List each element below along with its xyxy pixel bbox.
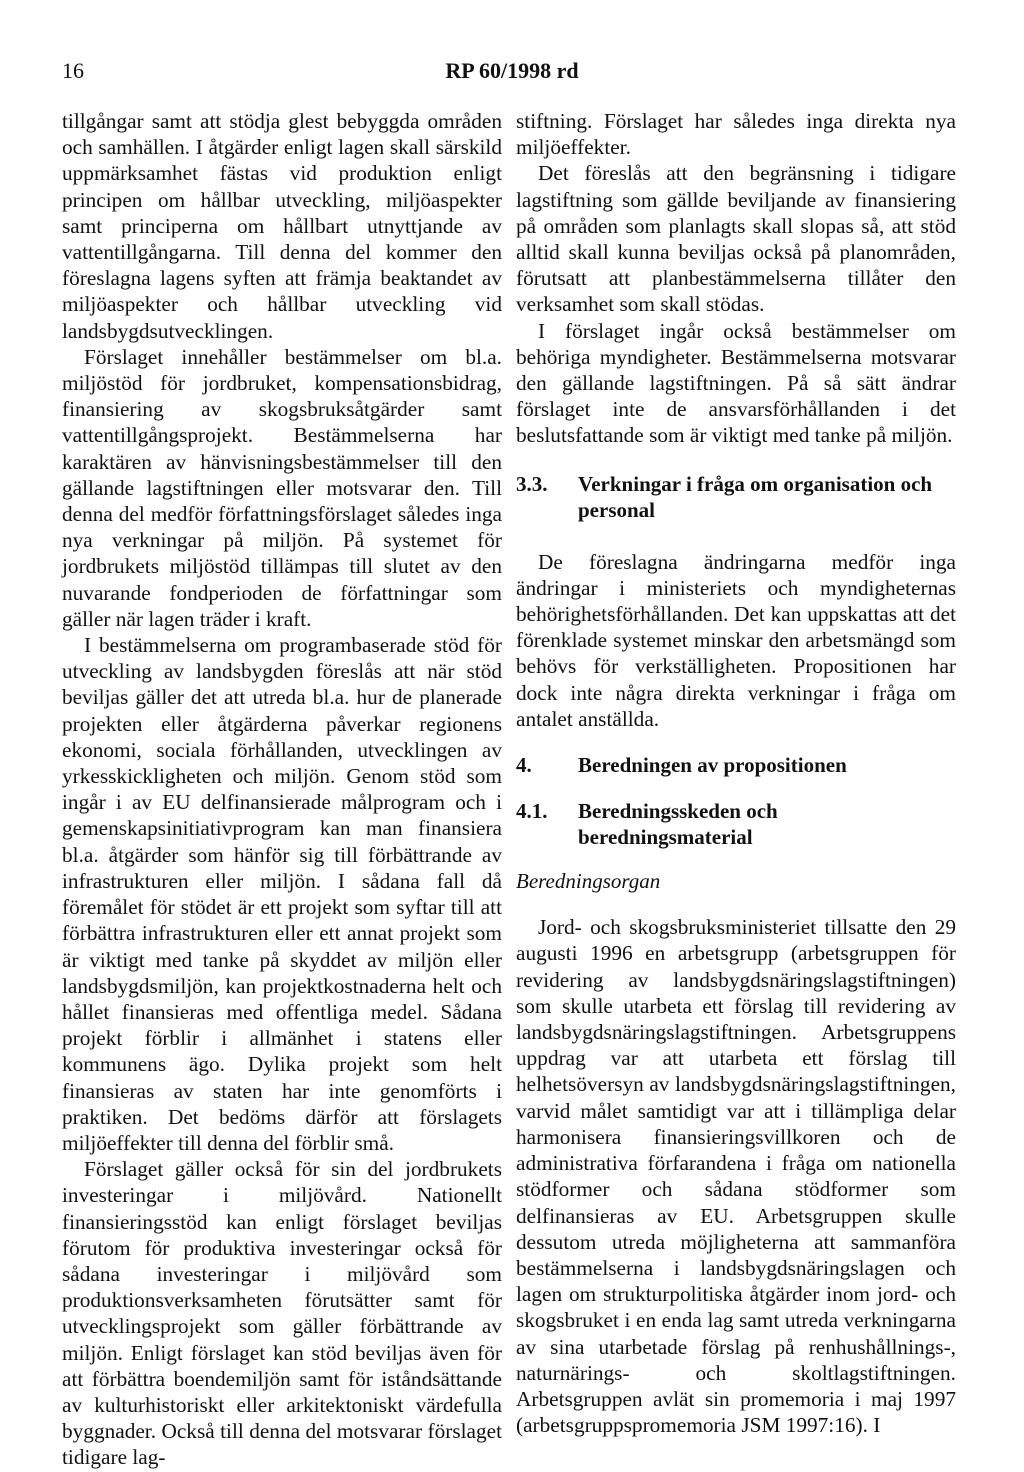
left-column (62, 108, 502, 1471)
paragraph: Förslaget gäller också för sin del jordbrukets investeringar i miljövård. Nationellt finansieringsstöd kan enligt förslaget beviljas förutom för produktiva investeringar också för sådana investeringar i miljövård som produktionsverksamheten förutsätter samt för utvecklingsprojekt som gäller förbättrande av miljön. Enligt förslaget kan stöd beviljas även för att förbättra boendemiljön samt för iståndsättande av kulturhistoriskt eller arkitektoniskt värdefulla byggnader. Också till denna del motsvarar förslaget tidigare lag- (62, 1157, 502, 1470)
page-number: 16 (62, 58, 84, 83)
paragraph: I förslaget ingår också bestämmelser om behöriga myndigheter. Bestämmelserna motsvarar den gällande lagstiftningen. På så sätt ändrar förslaget inte de ansvarsförhållanden i det beslutsfattande som är viktigt med tanke på miljön. (516, 318, 956, 448)
paragraph: Det föreslås att den begränsning i tidigare lagstiftning som gällde beviljande av finansiering på områden som planlagts skall slopas så, att stöd alltid skall kunna beviljas också på planområden, förutsatt att planbestämmelserna tillåter den verksamhet som skall stödas. (516, 161, 956, 317)
running-head: RP 60/1998 rd (445, 58, 579, 83)
paragraph: I bestämmelserna om programbaserade stöd för utveckling av landsbygden föreslås att när stöd beviljas gäller det att utreda bl.a. hur de planerade projekten eller åtgärderna påverkar regionens ekonomi, sociala förhållanden, utvecklingen av yrkesskickligheten och miljön. Genom stöd som ingår i av EU delfinansierade målprogram och i gemenskapsinitiativprogram kan man finansiera bl.a. åtgärder som hänför sig till förbättrande av infrastrukturen eller miljön. I sådana fall då föremålet för stödet är ett projekt som syftar till att förbättra infrastrukturen eller ett annat projekt som är viktigt med tanke på skyddet av miljön eller landsbygdsmiljön, kan projektkostnaderna helt och hållet finansieras med offentliga medel. Sådana projekt förblir i allmänhet i statens eller kommunens ägo. Dylika projekt som helt finansieras av staten har inte genomförts i praktiken. Det bedöms därför att förslagets miljöeffekter till denna del förblir små. (62, 633, 502, 1155)
paragraph: stiftning. Förslaget har således inga direkta nya miljöeffekter. (516, 109, 956, 160)
section-title: Beredningsskeden och beredningsmaterial (578, 799, 778, 850)
right-column (516, 108, 956, 1438)
paragraph: tillgångar samt att stödja glest bebyggda områden och samhällen. I åtgärder enligt lagen skall särskild uppmärksamhet fästas vid produktion enligt principen om hållbar utveckling, miljöaspekter samt principerna om hållbart utnyttjande av vattentillgångarna. Till denna del kommer den föreslagna lagens syften att främja beaktandet av miljöaspekter och hållbar utveckling vid landsbygdsutvecklingen. (62, 109, 502, 343)
section-heading-4-1 (516, 798, 956, 850)
section-title: Verkningar i fråga om organisation och personal (578, 471, 933, 522)
section-heading-4 (516, 752, 956, 778)
paragraph: De föreslagna ändringarna medför inga ändringar i ministeriets och myndigheternas behörighetsförhållanden. Det kan uppskattas att det förenklade systemet minskar den arbetsmängd som behövs för verkställigheten. Propositionen har dock inte några direkta verkningar i fråga om antalet anställda. (516, 549, 956, 731)
paragraph: Förslaget innehåller bestämmelser om bl.a. miljöstöd för jordbruket, kompensationsbidrag, finansiering av skogsbruksåtgärder samt vattentillgångsprojekt. Bestämmelserna har karaktären av hänvisningsbestämmelser till den gällande lagstiftningen eller motsvarar den. Till denna del medför författningsförslaget således inga nya verkningar på miljön. På systemet för jordbrukets miljöstöd tillämpas till slutet av den nuvarande fondperioden de författningar som gäller när lagen träder i kraft. (62, 344, 502, 631)
section-heading-3-3 (516, 471, 956, 523)
section-title: Beredningen av propositionen (578, 753, 847, 778)
subheading: Beredningsorgan (516, 869, 661, 894)
section-number: 3.3. (516, 471, 548, 496)
paragraph: Jord- och skogsbruksministeriet tillsatte den 29 augusti 1996 en arbetsgrupp (arbetsgruppen för revidering av landsbygdsnäringslagstiftningen) som skulle utarbeta ett förslag till revidering av landsbygdsnäringslagstiftningen. Arbetsgruppens uppdrag var att utarbeta ett förslag till helhetsöversyn av landsbygdsnäringslagstiftningen, varvid målet samtidigt var att i tillämpliga delar harmonisera finansieringsvillkoren och de administrativa förfarandena i fråga om nationella stödformer och sådana stödformer som delfinansieras av EU. Arbetsgruppen skulle dessutom utreda möjligheterna att sammanföra bestämmelserna i landsbygdsnäringslagen och lagen om strukturpolitiska åtgärder inom jord- och skogsbruket i en enda lag samt utreda verkningarna av sina utarbetade förslag på renhushållnings-, naturnärings- och skoltlagstiftningen. Arbetsgruppen avlät sin promemoria i maj 1997 (arbetsgruppspromemoria JSM 1997:16). I (516, 915, 956, 1438)
section-number: 4.1. (516, 799, 548, 824)
section-number: 4. (516, 753, 532, 778)
